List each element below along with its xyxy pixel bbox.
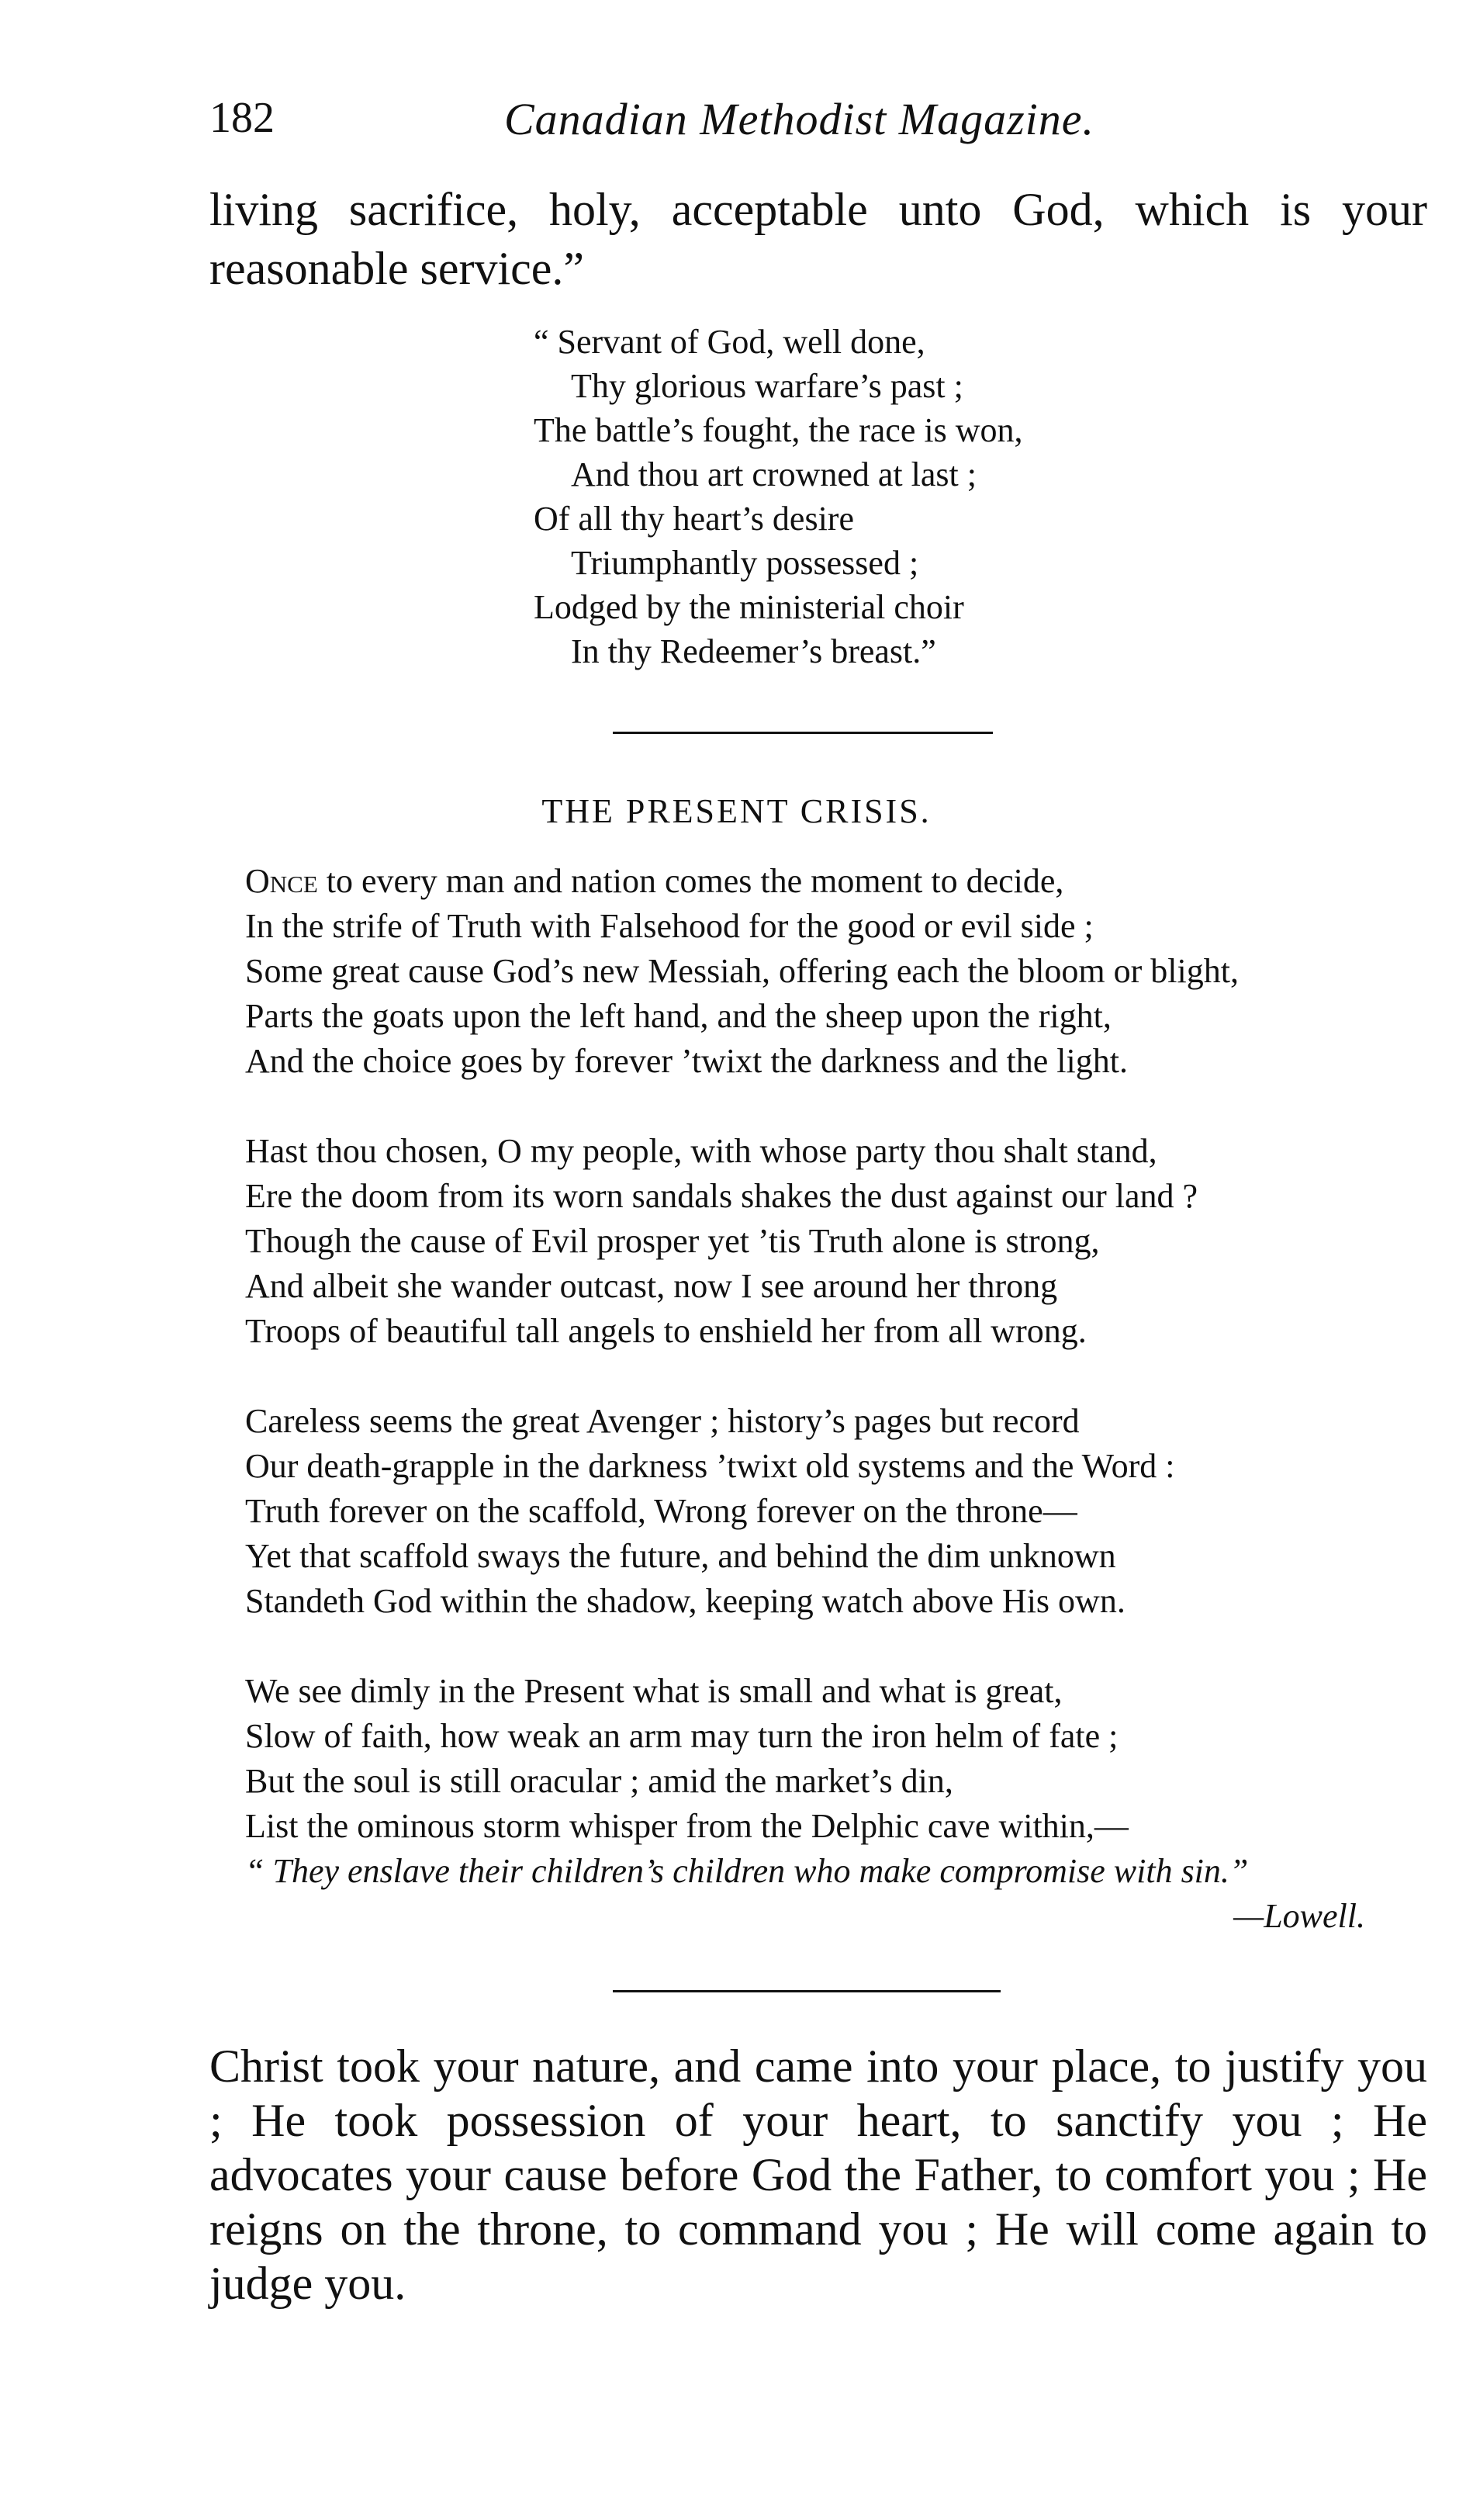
poem-line: Some great cause God’s new Messiah, offering each the bloom or blight, <box>245 952 1239 990</box>
hymn-quotation <box>534 320 1022 673</box>
poem-line: Our death-grapple in the darkness ’twixt old systems and the Word : <box>245 1447 1175 1485</box>
hymn-line: Triumphantly possessed ; <box>571 544 919 582</box>
poem-line: We see dimly in the Present what is small and what is great, <box>245 1672 1063 1710</box>
poem-line: In the strife of Truth with Falsehood for the good or evil side ; <box>245 907 1094 945</box>
poem-title: THE PRESENT CRISIS. <box>541 792 932 830</box>
section-divider <box>613 732 993 734</box>
poem-line: Yet that scaffold sways the future, and behind the dim unknown <box>245 1537 1116 1575</box>
poem-stanza <box>245 1399 1440 1624</box>
hymn-line: “ Servant of God, well done, <box>534 323 925 361</box>
poem-body <box>245 859 1440 1939</box>
poem-line: And the choice goes by forever ’twixt the darkness and the light. <box>245 1042 1128 1080</box>
poem-line: And albeit she wander outcast, now I see around her throng <box>245 1267 1058 1305</box>
poem-line: Careless seems the great Avenger ; history’s pages but record <box>245 1402 1080 1440</box>
page-number: 182 <box>209 94 275 142</box>
hymn-line: In thy Redeemer’s breast.” <box>571 632 936 670</box>
poem-first-word: Once <box>245 862 318 900</box>
section-divider <box>613 1990 1001 1992</box>
page-header <box>209 85 1419 155</box>
poem-line: Troops of beautiful tall angels to enshield her from all wrong. <box>245 1312 1087 1350</box>
hymn-line: Lodged by the ministerial choir <box>534 588 964 626</box>
poem-stanza <box>245 859 1440 1084</box>
poem-stanza <box>245 1129 1440 1354</box>
closing-paragraph: Christ took your nature, and came into your place, to justify you ; He took possession of your heart, to sanctify you ; He advocates your cause before God the Father, to comfort you ; He reigns on the throne, to command you ; He will come again to judge you. <box>209 2041 1427 2309</box>
poem-stanza <box>245 1669 1440 1939</box>
hymn-line: Thy glorious warfare’s past ; <box>571 367 963 405</box>
poem-attribution: —Lowell. <box>1233 1897 1365 1935</box>
intro-paragraph: living sacrifice, holy, acceptable unto God, which is your reasonable service.” <box>209 184 1427 294</box>
poem-line: List the ominous storm whisper from the Delphic cave within,— <box>245 1807 1129 1845</box>
poem-closing-quote: “ They enslave their children’s children who make compromise with sin.” <box>245 1852 1249 1890</box>
poem-line: Truth forever on the scaffold, Wrong forever on the throne— <box>245 1492 1077 1530</box>
running-title: Canadian Methodist Magazine. <box>504 94 1095 144</box>
poem-line: Slow of faith, how weak an arm may turn the iron helm of fate ; <box>245 1717 1119 1755</box>
hymn-line: Of all thy heart’s desire <box>534 500 854 538</box>
poem-line <box>245 859 1440 904</box>
poem-line: But the soul is still oracular ; amid the market’s din, <box>245 1762 953 1800</box>
poem-line: Parts the goats upon the left hand, and the sheep upon the right, <box>245 997 1112 1035</box>
hymn-line: The battle’s fought, the race is won, <box>534 411 1023 449</box>
poem-first-line-rest: to every man and nation comes the moment to decide, <box>317 862 1064 900</box>
poem-line: Standeth God within the shadow, keeping watch above His own. <box>245 1582 1125 1620</box>
poem-line: Hast thou chosen, O my people, with whose party thou shalt stand, <box>245 1132 1157 1170</box>
poem-line: Though the cause of Evil prosper yet ’tis Truth alone is strong, <box>245 1222 1100 1260</box>
poem-line: Ere the doom from its worn sandals shakes the dust against our land ? <box>245 1177 1198 1215</box>
hymn-line: And thou art crowned at last ; <box>571 455 977 493</box>
